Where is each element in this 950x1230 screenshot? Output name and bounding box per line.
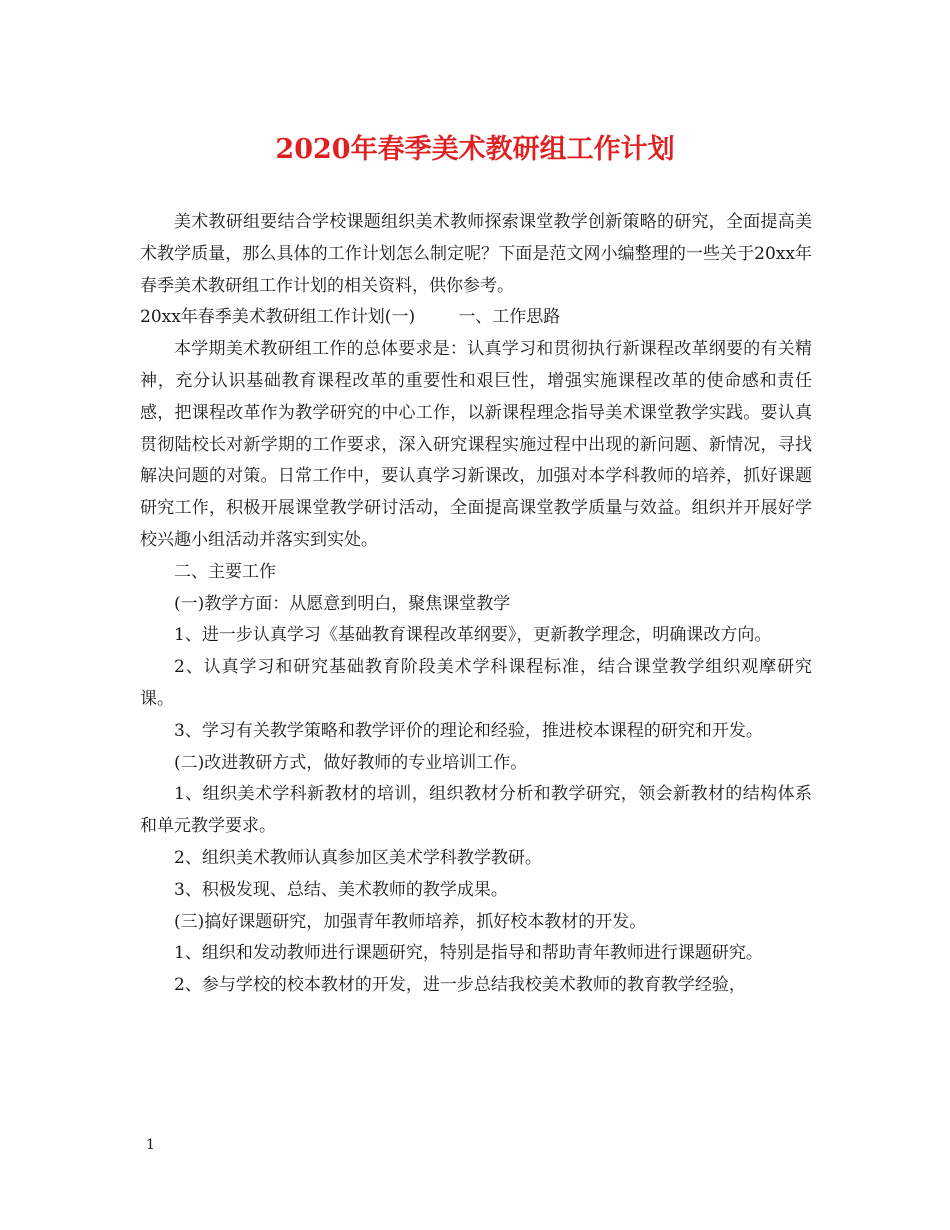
document-body [140, 207, 812, 1002]
part2-heading: 二、主要工作 [174, 561, 276, 582]
section-heading-row [140, 302, 812, 334]
page-number: 1 [146, 1137, 155, 1153]
sub2-heading: (二)改进教研方式，做好教师的专业培训工作。 [174, 752, 528, 773]
sub1-heading: (一)教学方面：从愿意到明白，聚焦课堂教学 [174, 593, 511, 614]
sub3-item-1: 1、组织和发动教师进行课题研究，特别是指导和帮助青年教师进行课题研究。 [174, 943, 763, 964]
intro-paragraph: 美术教研组要结合学校课题组织美术教师探索课堂教学创新策略的研究，全面提高美术教学质量，那么具体的工作计划怎么制定呢？下面是范文网小编整理的一些关于20xx年春季美术教研组工作计划的相关资料，供你参考。 [140, 212, 812, 296]
section-heading-gap [415, 307, 458, 327]
document-title: 2020年春季美术教研组工作计划 [275, 134, 675, 165]
sub1-item-1: 1、进一步认真学习《基础教育课程改革纲要》，更新教学理念，明确课改方向。 [174, 625, 772, 646]
sub1-item-2: 2、认真学习和研究基础教育阶段美术学科课程标准，结合课堂教学组织观摩研究课。 [140, 657, 812, 709]
section-heading: 20xx年春季美术教研组工作计划(一) [140, 307, 416, 328]
sub2-item-1: 1、组织美术学科新教材的培训，组织教材分析和教学研究，领会新教材的结构体系和单元教学要求。 [140, 784, 812, 837]
sub3-item-2: 2、参与学校的校本教材的开发，进一步总结我校美术教师的教育教学经验， [174, 975, 746, 996]
part1-heading: 一、工作思路 [458, 307, 561, 328]
sub2-item-2: 2、组织美术教师认真参加区美术学科教学教研。 [174, 847, 542, 868]
part1-paragraph: 本学期美术教研组工作的总体要求是：认真学习和贯彻执行新课程改革纲要的有关精神，充分认识基础教育课程改革的重要性和艰巨性，增强实施课程改革的使命感和责任感，把课程改革作为教学研究的中心工作，以新课程理念指导美术课堂教学实践。要认真贯彻陆校长对新学期的工作要求，深入研究课程实施过程中出现的新问题、新情况，寻找解决问题的对策。日常工作中，要认真学习新课改，加强对本学科教师的培养，抓好课题研究工作，积极开展课堂教学研讨活动，全面提高课堂教学质量与效益。组织并开展好学校兴趣小组活动并落实到实处。 [140, 339, 812, 550]
sub3-heading: (三)搞好课题研究，加强青年教师培养，抓好校本教材的开发。 [174, 911, 647, 932]
sub1-item-3: 3、学习有关教学策略和教学评价的理论和经验，推进校本课程的研究和开发。 [174, 720, 763, 741]
sub2-item-3: 3、积极发现、总结、美术教师的教学成果。 [174, 879, 508, 900]
